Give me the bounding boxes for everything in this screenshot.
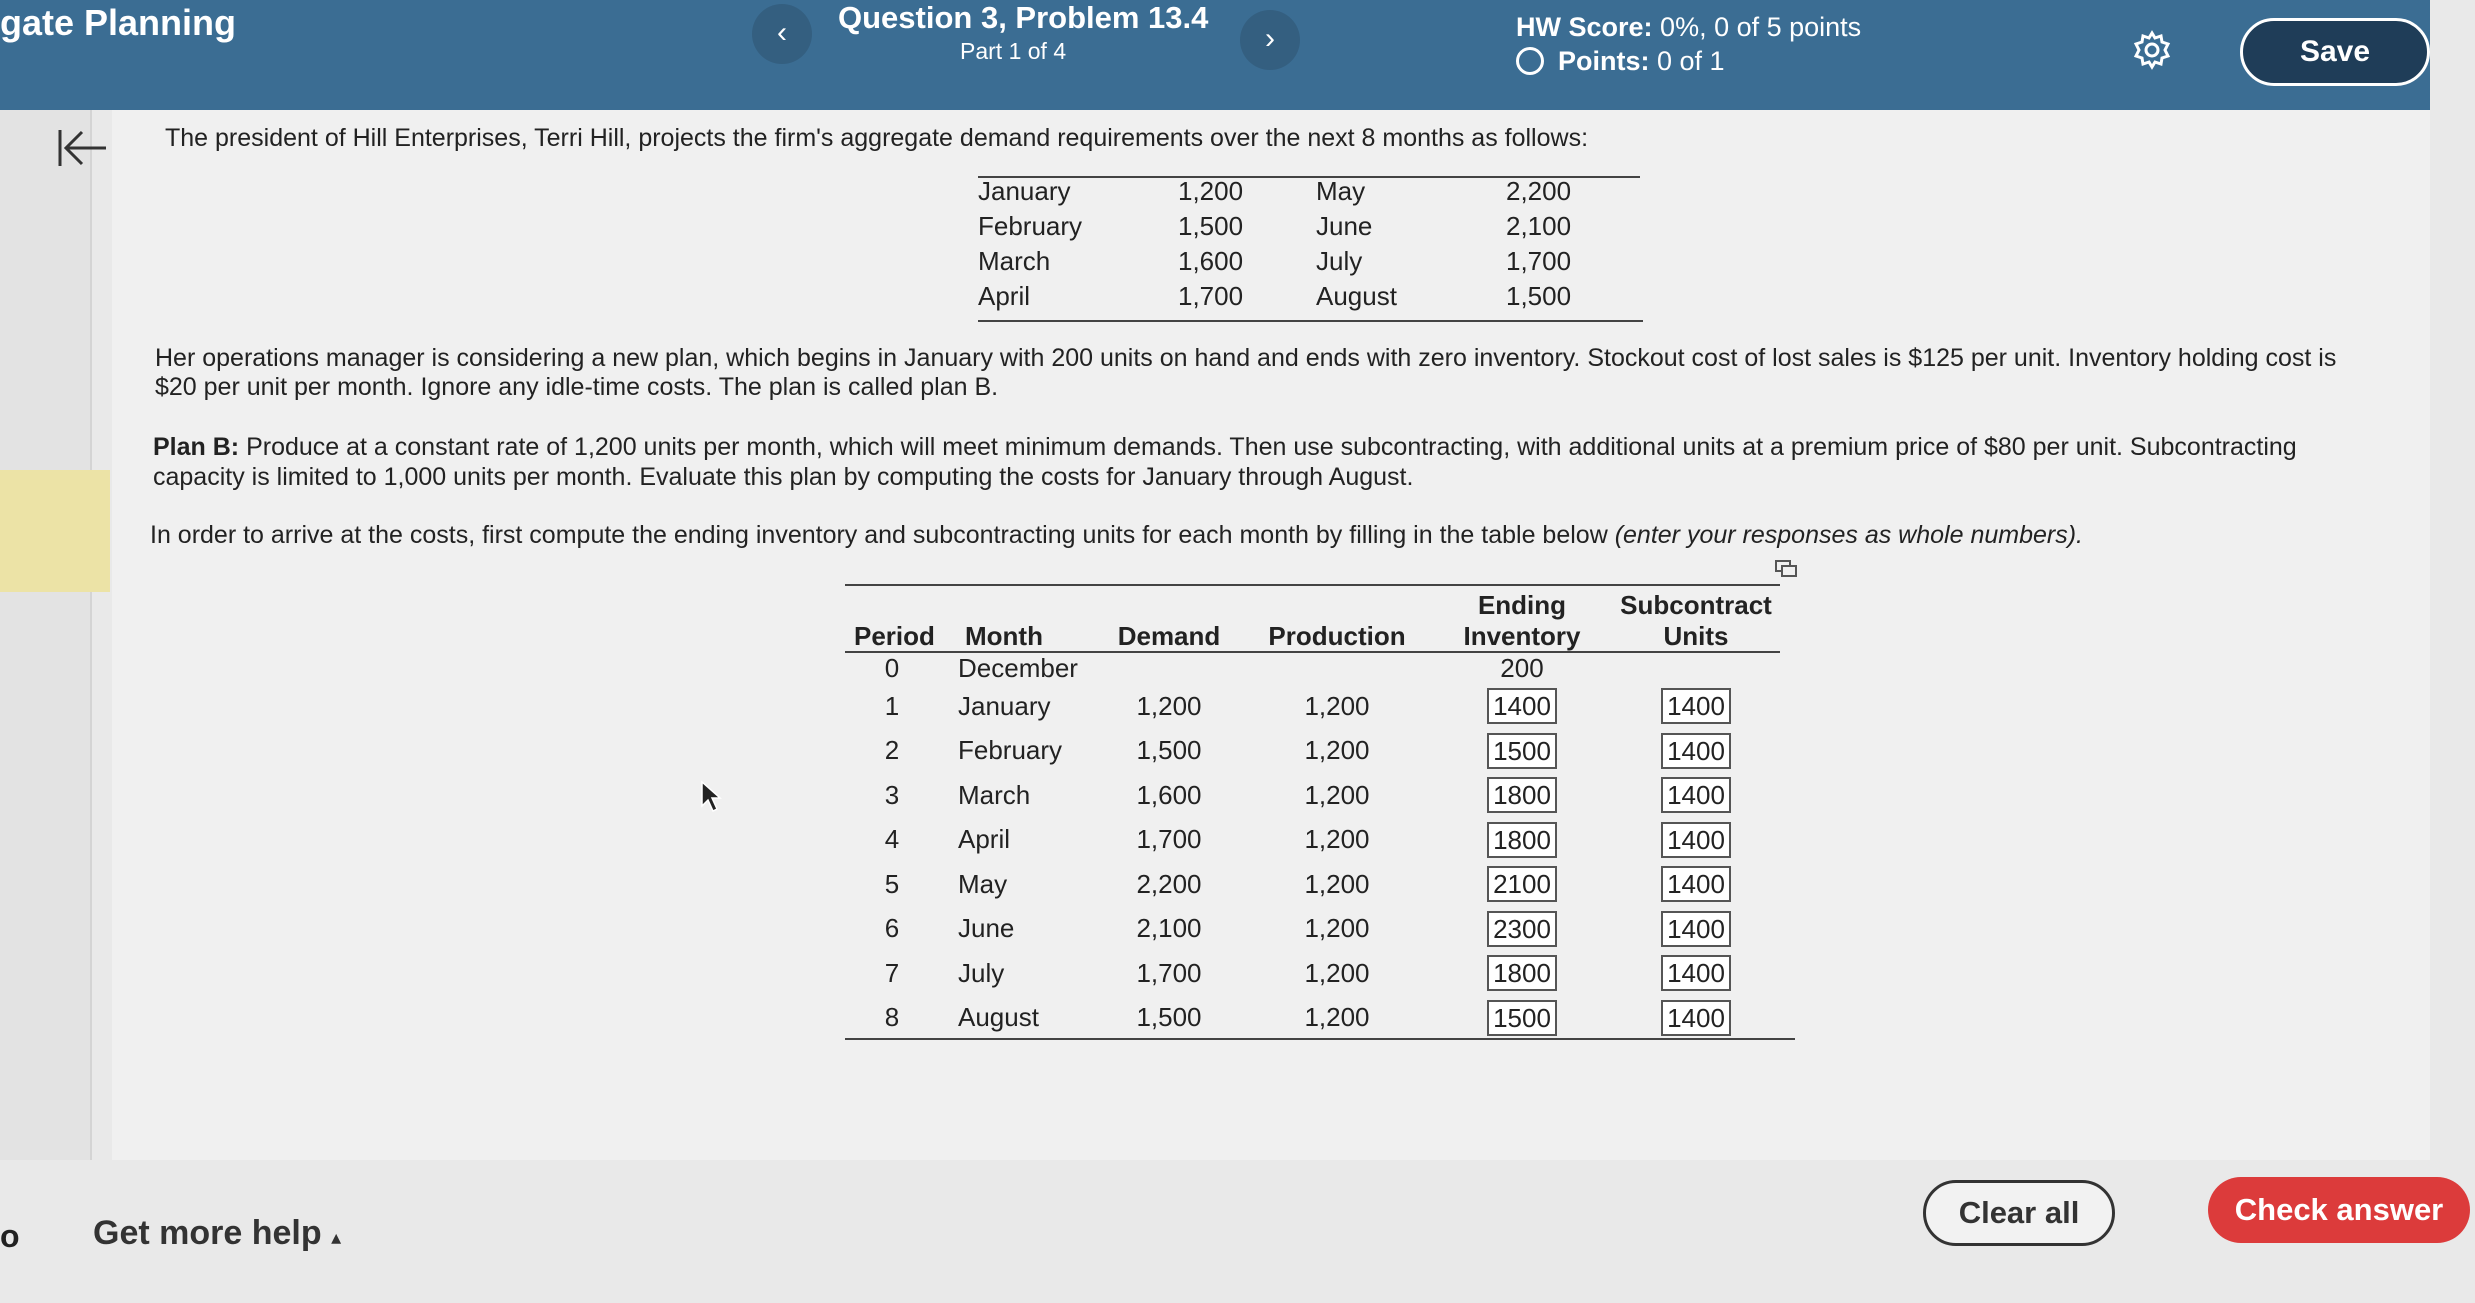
plan-b-line-2: capacity is limited to 1,000 units per month. Evaluate this plan by computing the costs for January through August. — [153, 463, 1414, 491]
subcontract-units-input[interactable]: 1400 — [1661, 911, 1731, 947]
demand-cell: 1,700 — [1136, 957, 1202, 988]
demand-value: 1,500 — [1178, 211, 1244, 241]
mouse-pointer-icon — [700, 780, 722, 814]
demand-value: 1,700 — [1178, 281, 1244, 311]
highlight-tab — [0, 470, 110, 592]
demand-month: February — [978, 211, 1083, 241]
period-cell: 7 — [884, 957, 900, 988]
demand-value: 1,500 — [1506, 281, 1572, 311]
demand-cell: 1,500 — [1136, 735, 1202, 766]
subcontract-units-input[interactable]: 1400 — [1661, 777, 1731, 813]
ending-inventory-input[interactable]: 1800 — [1487, 822, 1557, 858]
month-cell: December — [958, 652, 1078, 683]
demand-value: 2,100 — [1506, 211, 1572, 241]
points-row — [1516, 46, 1725, 77]
ending-inventory-input[interactable]: 2300 — [1487, 911, 1557, 947]
period-cell: 2 — [884, 735, 900, 766]
question-part: Part 1 of 4 — [960, 38, 1067, 64]
demand-month: May — [1316, 176, 1366, 206]
table-row — [845, 996, 1775, 1041]
production-cell: 1,200 — [1304, 735, 1370, 766]
production-cell: 1,200 — [1304, 957, 1370, 988]
demand-cell: 1,700 — [1136, 824, 1202, 855]
subcontract-units-header — [1617, 586, 1775, 652]
instructions-note: (enter your responses as whole numbers). — [1614, 521, 2083, 549]
subcontract-units-input[interactable]: 1400 — [1661, 688, 1731, 724]
period-cell: 6 — [884, 913, 900, 944]
table-row — [845, 652, 1775, 684]
month-cell: March — [958, 779, 1031, 810]
ending-inventory-header — [1427, 586, 1617, 652]
instructions-text: In order to arrive at the costs, first compute the ending inventory and subcontracting units for each month by filling in the table below — [150, 521, 1615, 549]
production-header: Production — [1268, 621, 1406, 651]
collapse-panel-icon[interactable] — [52, 118, 112, 178]
header-edge — [2430, 0, 2475, 110]
plan-description-line-1: Her operations manager is considering a new plan, which begins in January with 200 units on hand and ends with zero inventory. Stockout cost of lost sales is $125 per unit. Inventory holding cost is — [155, 344, 2337, 372]
table-bottom-rule — [845, 1038, 1795, 1040]
demand-row — [978, 174, 1643, 209]
hw-score-label: HW Score: — [1516, 12, 1653, 42]
problem-intro: The president of Hill Enterprises, Terri Hill, projects the firm's aggregate demand requirements over the next 8 months as follows: — [165, 124, 1589, 152]
production-cell: 1,200 — [1304, 824, 1370, 855]
month-cell: April — [958, 824, 1011, 855]
ending-inventory-input[interactable]: 1800 — [1487, 955, 1557, 991]
month-header: Month — [965, 621, 1043, 651]
demand-cell: 1,500 — [1136, 1002, 1202, 1033]
demand-value: 1,700 — [1506, 246, 1572, 276]
demand-month: June — [1316, 211, 1373, 241]
check-answer-button[interactable]: Check answer — [2208, 1177, 2470, 1243]
demand-month: January — [978, 176, 1071, 206]
period-cell: 0 — [884, 652, 900, 683]
subcontract-units-input[interactable]: 1400 — [1661, 733, 1731, 769]
question-title: Question 3, Problem 13.4 — [838, 0, 1209, 35]
table-row — [845, 684, 1775, 729]
copy-table-icon[interactable] — [1774, 559, 1798, 579]
hw-score — [1516, 12, 1861, 43]
demand-table-bottom-rule — [978, 320, 1643, 322]
period-cell: 5 — [884, 868, 900, 899]
month-cell: July — [958, 957, 1005, 988]
demand-cell: 2,100 — [1136, 913, 1202, 944]
subcontract-units-input[interactable]: 1400 — [1661, 1000, 1731, 1036]
points-circle-icon — [1516, 47, 1544, 75]
demand-row — [978, 279, 1643, 314]
demand-cell — [1091, 652, 1247, 684]
demand-row — [978, 244, 1643, 279]
ending-inventory-input[interactable]: 2100 — [1487, 866, 1557, 902]
plan-b-text: Produce at a constant rate of 1,200 units per month, which will meet minimum demands. Then use subcontracting, with additional units at a premium price of $80 per unit. Subcontracting — [239, 433, 2297, 461]
ending-inventory-input[interactable]: 1400 — [1487, 688, 1557, 724]
ending-inventory-input[interactable]: 1500 — [1487, 733, 1557, 769]
period-cell: 8 — [884, 1002, 900, 1033]
period-cell: 4 — [884, 824, 900, 855]
next-question-button[interactable]: › — [1240, 10, 1300, 70]
save-button[interactable]: Save — [2240, 18, 2430, 86]
period-cell: 3 — [884, 779, 900, 810]
production-cell: 1,200 — [1304, 779, 1370, 810]
demand-table — [978, 174, 1643, 314]
get-more-help-button[interactable] — [93, 1214, 341, 1253]
demand-value: 1,600 — [1178, 246, 1244, 276]
month-cell: February — [958, 735, 1063, 766]
table-row — [845, 907, 1775, 952]
table-row — [845, 951, 1775, 996]
points-label: Points: — [1558, 46, 1650, 76]
points-value: 0 of 1 — [1657, 46, 1725, 76]
plan-description-line-2: $20 per unit per month. Ignore any idle-time costs. The plan is called plan B. — [155, 373, 999, 401]
month-cell: June — [958, 913, 1015, 944]
table-row — [845, 773, 1775, 818]
demand-header: Demand — [1117, 621, 1221, 651]
demand-value: 1,200 — [1178, 176, 1244, 206]
instructions — [150, 520, 2083, 550]
ending-header-line-2: Inventory — [1463, 621, 1581, 651]
production-cell: 1,200 — [1304, 690, 1370, 721]
period-cell: 1 — [884, 690, 900, 721]
ending-inventory-input[interactable]: 1500 — [1487, 1000, 1557, 1036]
month-cell: May — [958, 868, 1008, 899]
period-header: Period — [854, 621, 935, 651]
subcontract-header-line-2: Units — [1663, 621, 1729, 651]
subcontract-units-input[interactable]: 1400 — [1661, 866, 1731, 902]
top-bar — [0, 0, 2430, 110]
demand-month: August — [1316, 281, 1397, 311]
plan-b-label: Plan B: — [153, 433, 240, 461]
table-row — [845, 862, 1775, 907]
ending-inventory-input[interactable]: 1800 — [1487, 777, 1557, 813]
header-row — [845, 586, 1775, 652]
subcontract-units-input[interactable]: 1400 — [1661, 822, 1731, 858]
demand-row — [978, 209, 1643, 244]
demand-month: July — [1316, 246, 1363, 276]
caret-up-icon: ▴ — [331, 1227, 342, 1249]
demand-month: March — [978, 246, 1051, 276]
subcontract-units-input[interactable]: 1400 — [1661, 955, 1731, 991]
demand-value: 2,200 — [1506, 176, 1572, 206]
demand-cell: 2,200 — [1136, 868, 1202, 899]
production-cell: 1,200 — [1304, 913, 1370, 944]
production-cell: 1,200 — [1304, 1002, 1370, 1033]
production-cell: 1,200 — [1304, 868, 1370, 899]
plan-b-table — [845, 586, 1775, 1040]
production-cell — [1247, 652, 1427, 684]
demand-month: April — [978, 281, 1031, 311]
subcontract-cell — [1617, 652, 1775, 684]
plan-b-line-1 — [153, 432, 2297, 462]
settings-gear-icon[interactable] — [2132, 30, 2172, 70]
subcontract-header-line-1: Subcontract — [1620, 590, 1772, 620]
table-row — [845, 729, 1775, 774]
ending-inventory-cell: 200 — [1500, 652, 1544, 683]
footer-left-fragment: o — [0, 1218, 20, 1254]
get-more-help-label: Get more help — [93, 1214, 322, 1252]
app-title: gate Planning — [0, 2, 237, 43]
hw-score-value: 0%, 0 of 5 points — [1660, 12, 1862, 42]
demand-cell: 1,600 — [1136, 779, 1202, 810]
demand-cell: 1,200 — [1136, 690, 1202, 721]
month-cell: August — [958, 1002, 1039, 1033]
ending-header-line-1: Ending — [1477, 590, 1567, 620]
clear-all-button[interactable]: Clear all — [1923, 1180, 2115, 1246]
table-row — [845, 818, 1775, 863]
header-bottom-rule — [845, 651, 1780, 653]
month-cell: January — [958, 690, 1051, 721]
left-panel — [0, 110, 92, 1160]
previous-question-button[interactable]: ‹ — [752, 4, 812, 64]
